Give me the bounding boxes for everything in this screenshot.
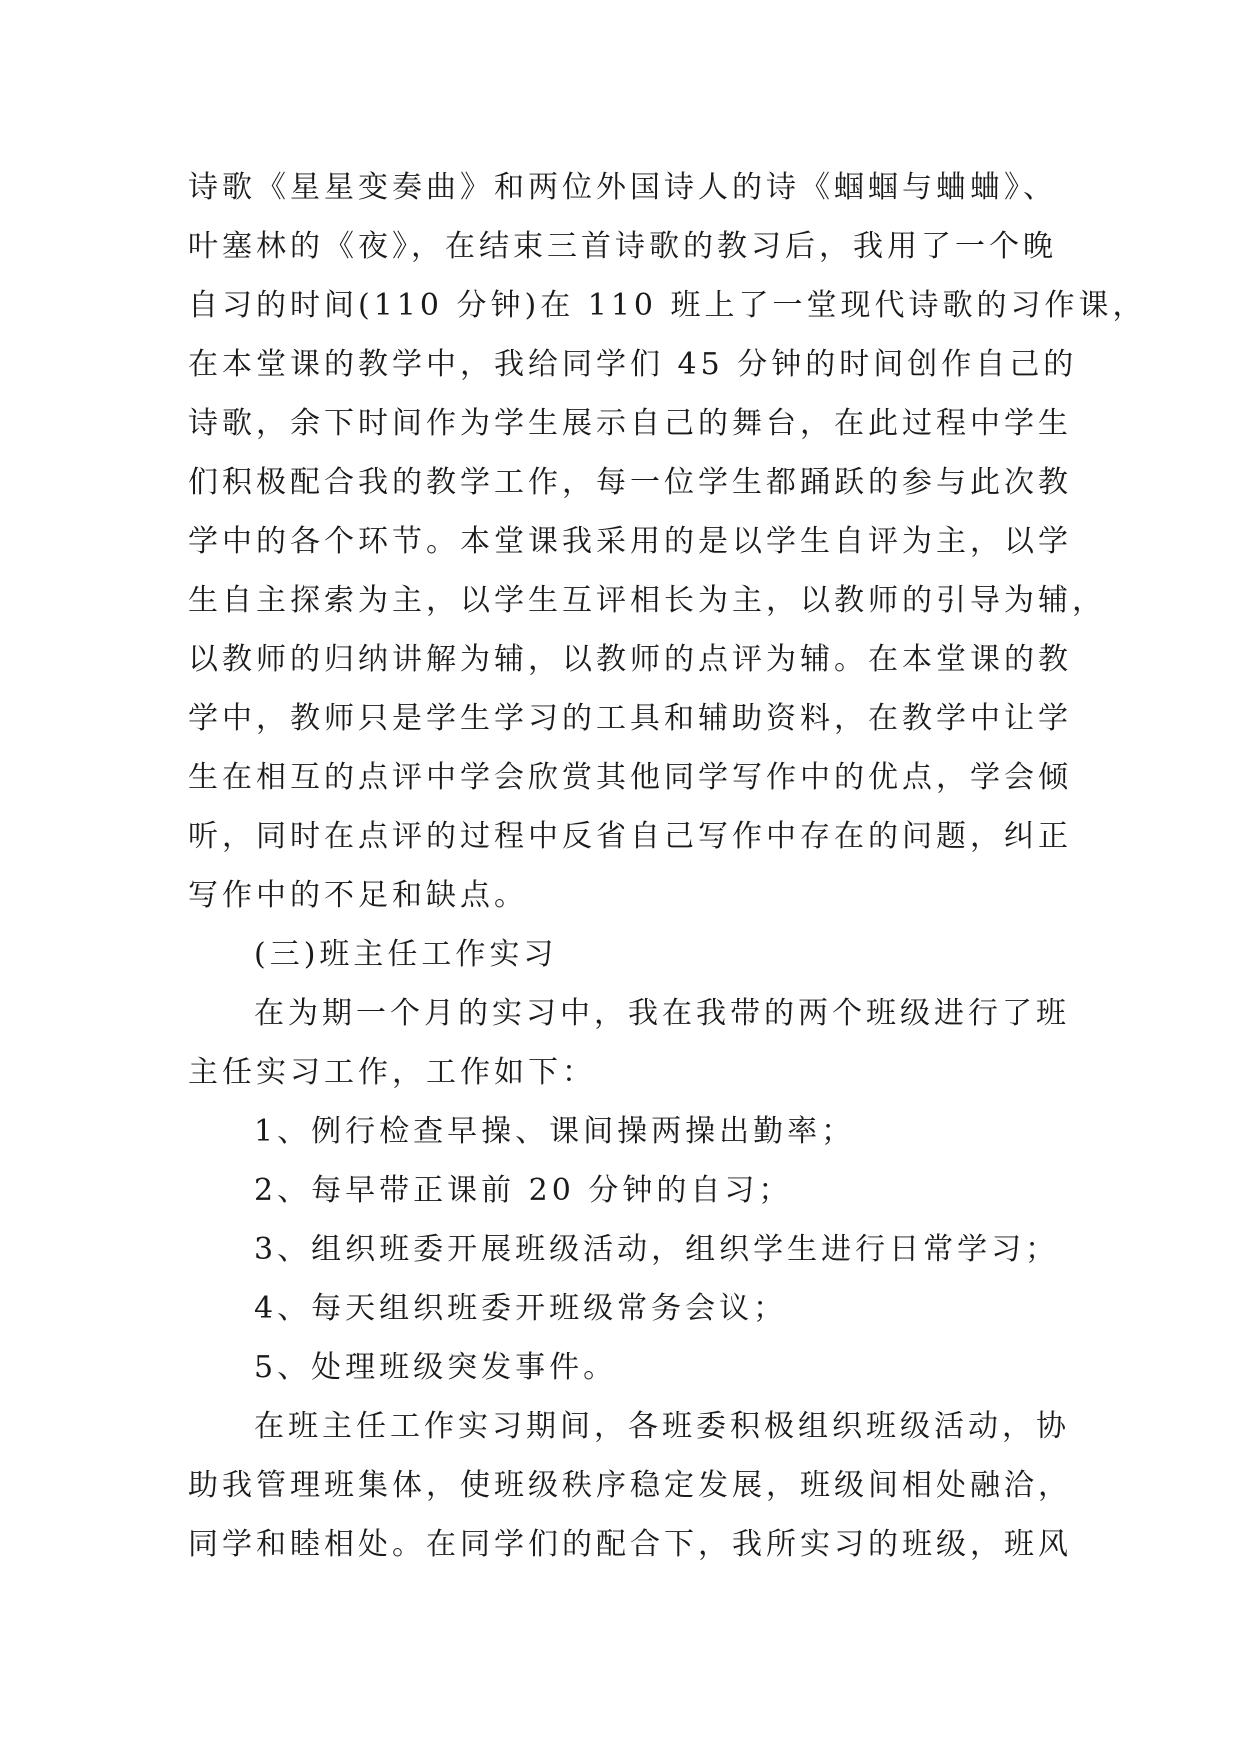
text-line: 在为期一个月的实习中，我在我带的两个班级进行了班 [254,996,1070,1031]
text-line: 诗歌，余下时间作为学生展示自己的舞台，在此过程中学生 [188,406,1072,441]
text-line: 学中的各个环节。本堂课我采用的是以学生自评为主，以学 [188,524,1072,559]
list-item: 5、处理班级突发事件。 [254,1350,618,1385]
text-line: 生在相互的点评中学会欣赏其他同学写作中的优点，学会倾 [188,760,1072,795]
text-line: 同学和睦相处。在同学们的配合下，我所实习的班级，班风 [188,1527,1072,1562]
text-line: 们积极配合我的教学工作，每一位学生都踊跃的参与此次教 [188,465,1072,500]
list-item: 1、例行检查早操、课间操两操出勤率； [254,1114,856,1149]
section-heading: (三)班主任工作实习 [254,937,558,972]
text-line: 助我管理班集体，使班级秩序稳定发展，班级间相处融洽， [188,1468,1072,1503]
text-line: 听，同时在点评的过程中反省自己写作中存在的问题，纠正 [188,819,1072,854]
text-line: 自习的时间(110 分钟)在 110 班上了一堂现代诗歌的习作课， [188,288,1147,323]
text-line: 生自主探索为主，以学生互评相长为主，以教师的引导为辅， [188,583,1106,618]
list-item: 2、每早带正课前 20 分钟的自习； [254,1173,793,1208]
text-line: 在本堂课的教学中，我给同学们 45 分钟的时间创作自己的 [188,347,1078,382]
text-line: 学中，教师只是学生学习的工具和辅助资料，在教学中让学 [188,701,1072,736]
list-item: 3、组织班委开展班级活动，组织学生进行日常学习； [254,1232,1060,1267]
text-line: 主任实习工作，工作如下： [188,1055,596,1090]
document-body [188,158,1147,1574]
text-line: 诗歌《星星变奏曲》和两位外国诗人的诗《蝈蝈与蛐蛐》、 [188,170,1057,205]
list-item: 4、每天组织班委开班级常务会议； [254,1291,788,1326]
text-line: 叶塞林的《夜》，在结束三首诗歌的教习后，我用了一个晚 [188,229,1057,264]
text-line: 以教师的归纳讲解为辅，以教师的点评为辅。在本堂课的教 [188,642,1072,677]
text-line: 在班主任工作实习期间，各班委积极组织班级活动，协 [254,1409,1070,1444]
text-line: 写作中的不足和缺点。 [188,878,528,913]
